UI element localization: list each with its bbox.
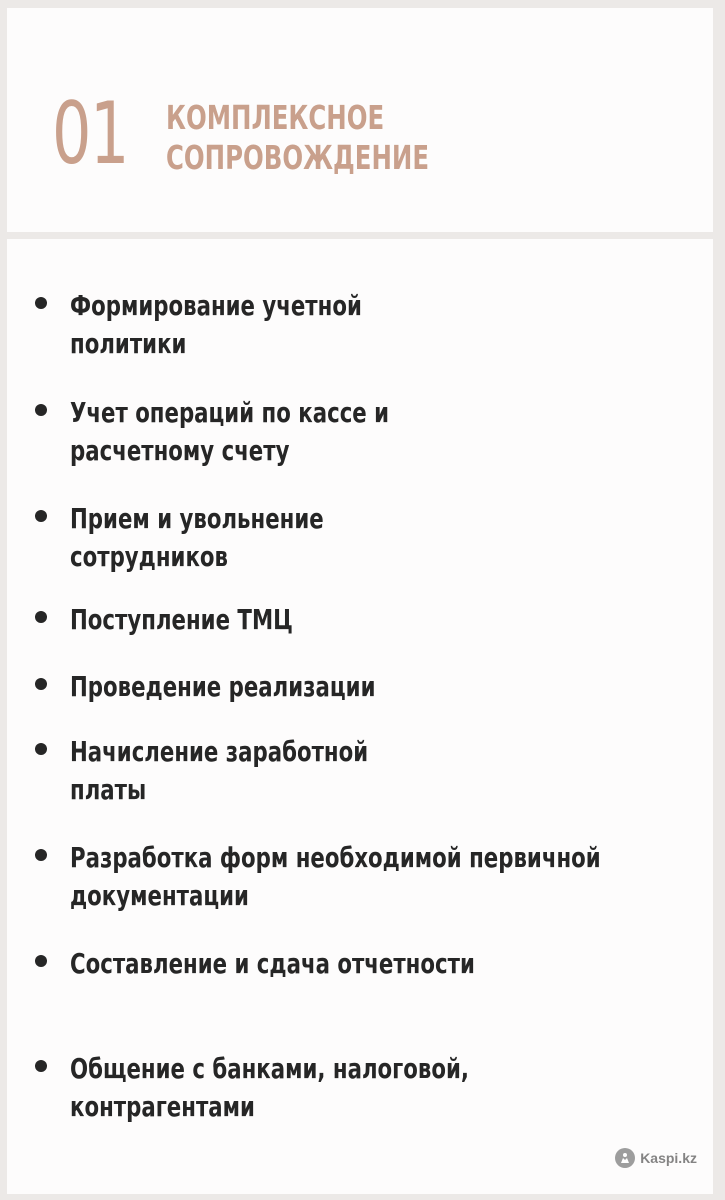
watermark-text: Kaspi.kz bbox=[640, 1150, 697, 1166]
service-line: Формирование учетной bbox=[70, 289, 362, 322]
service-line: платы bbox=[70, 773, 147, 806]
service-line: Разработка форм необходимой первичной bbox=[70, 841, 601, 874]
section-title-line-2: СОПРОВОЖДЕНИЕ bbox=[166, 138, 430, 177]
bullet-icon bbox=[35, 955, 47, 967]
service-line: Прием и увольнение bbox=[70, 502, 324, 535]
service-line: Проведение реализации bbox=[70, 670, 376, 703]
service-line: документации bbox=[70, 879, 249, 912]
service-line: Общение с банками, налоговой, bbox=[70, 1052, 469, 1085]
service-item-text bbox=[70, 733, 368, 809]
service-line: контрагентами bbox=[70, 1090, 255, 1123]
service-line: расчетному счету bbox=[70, 434, 290, 467]
service-item-text bbox=[70, 500, 324, 576]
service-item-text bbox=[70, 1050, 469, 1126]
section-title bbox=[166, 98, 429, 178]
kaspi-logo-icon bbox=[615, 1148, 635, 1168]
service-line: Начисление заработной bbox=[70, 735, 369, 768]
service-line: Поступление ТМЦ bbox=[70, 603, 293, 636]
bullet-icon bbox=[35, 743, 47, 755]
service-item-text bbox=[70, 668, 375, 706]
bullet-icon bbox=[35, 1060, 47, 1072]
bullet-icon bbox=[35, 297, 47, 309]
service-line: Составление и сдача отчетности bbox=[70, 947, 475, 980]
service-item-text bbox=[70, 601, 293, 639]
section-number: 01 bbox=[52, 84, 128, 184]
header-card bbox=[7, 8, 713, 232]
bullet-icon bbox=[35, 849, 47, 861]
service-line: Учет операций по кассе и bbox=[70, 396, 390, 429]
service-item-text bbox=[70, 945, 475, 983]
bullet-icon bbox=[35, 404, 47, 416]
bullet-icon bbox=[35, 678, 47, 690]
kaspi-watermark bbox=[615, 1148, 697, 1168]
section-title-line-1: КОМПЛЕКСНОЕ bbox=[166, 98, 385, 137]
service-line: сотрудников bbox=[70, 540, 229, 573]
service-line: политики bbox=[70, 327, 187, 360]
bullet-icon bbox=[35, 611, 47, 623]
service-item-text bbox=[70, 394, 389, 470]
bullet-icon bbox=[35, 510, 47, 522]
services-list bbox=[7, 239, 713, 1194]
service-item-text bbox=[70, 287, 362, 363]
service-item-text bbox=[70, 839, 601, 915]
